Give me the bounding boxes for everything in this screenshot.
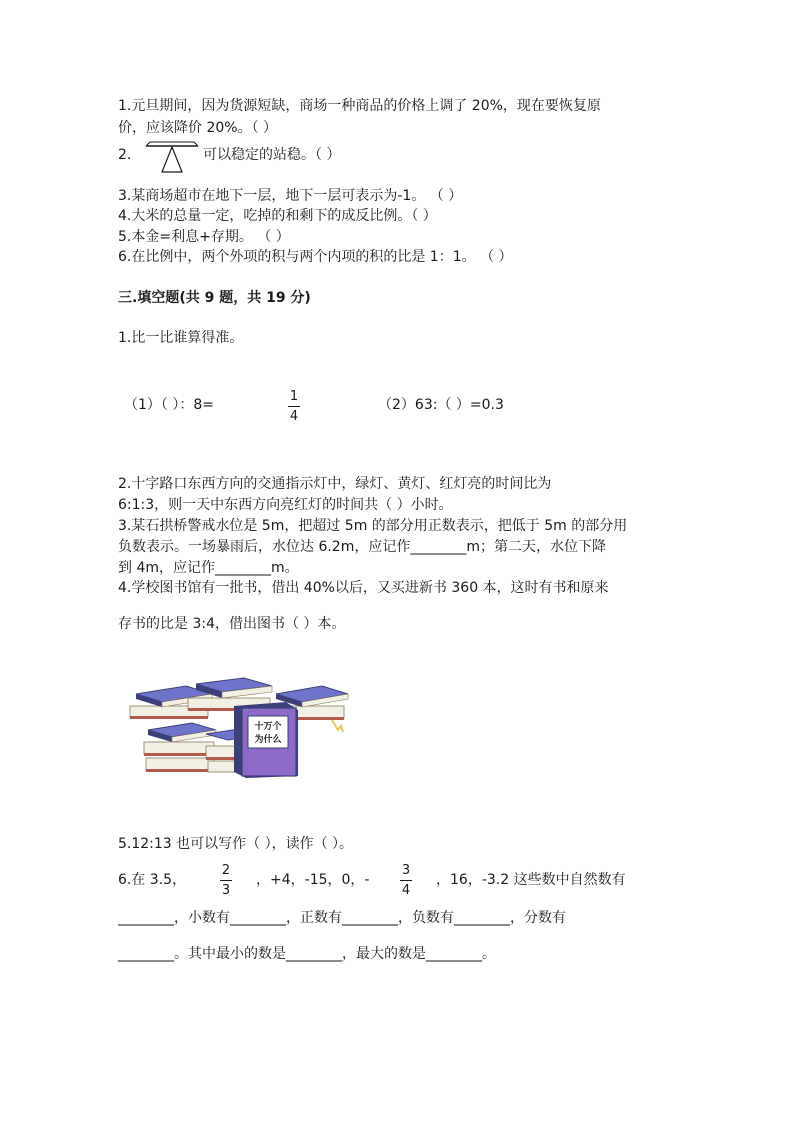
judge-q2-text: 可以稳定的站稳。（ ） [203,147,341,163]
fill-q2-line2: 6:1:3，则一天中东西方向亮红灯的时间共（ ）小时。 [118,497,453,513]
judge-q4: 4.大米的总量一定，吃掉的和剩下的成反比例。（ ） [118,208,437,224]
fill-q1-title: 1.比一比谁算得准。 [118,330,244,346]
judge-q3: 3.某商场超市在地下一层，地下一层可表示为-1。 （ ） [118,188,463,204]
fill-q6-line2: ________，小数有________，正数有________，负数有________，分数有 [118,910,566,926]
judge-q2-number: 2. [118,147,132,163]
book-title-line1: 十万个 [254,722,282,732]
fraction-numerator: 2 [221,863,231,878]
fill-q6-part-b: ，+4，-15，0，- [256,872,370,888]
fraction-denominator: 4 [401,883,411,898]
fill-q3-line3: 到 4m，应记作________m。 [118,560,299,576]
section-heading: 三.填空题(共 9 题，共 19 分) [118,290,311,306]
fraction-denominator: 3 [221,883,231,898]
fill-q4-line2: 存书的比是 3:4，借出图书（ ）本。 [118,616,346,632]
fill-q5: 5.12:13 也可以写作（ ），读作（ ）。 [118,836,354,852]
judge-q5: 5.本金=利息+存期。 （ ） [118,229,290,245]
book-title-line2: 为什么 [254,735,282,745]
fraction-numerator: 3 [401,863,411,878]
judge-q1-line2: 价，应该降价 20%。（ ） [118,120,278,136]
fill-q3-line1: 3.某石拱桥警戒水位是 5m，把超过 5m 的部分用正数表示，把低于 5m 的部分用 [118,518,628,534]
fill-q4-line1: 4.学校图书馆有一批书，借出 40%以后，又买进新书 360 本，这时有书和原来 [118,580,609,596]
fill-q6-part-a: 6.在 3.5， [118,872,187,888]
judge-q6: 6.在比例中，两个外项的积与两个内项的积的比是 1：1。 （ ） [118,249,513,265]
fraction-one-quarter [287,390,301,424]
fraction-denominator: 4 [289,409,299,424]
standing-book [234,702,298,778]
judge-q1-line1: 1.元旦期间，因为货源短缺，商场一种商品的价格上调了 20%，现在要恢复原 [118,98,601,114]
table-figure-icon [144,138,200,176]
fill-q2-line1: 2.十字路口东西方向的交通指示灯中，绿灯、黄灯、红灯亮的时间比为 [118,476,552,492]
fill-q1-part2: （2）63:（ ）=0.3 [378,397,504,413]
fraction-two-thirds [219,864,233,898]
book-stack-front-left [144,723,216,772]
fill-q6-part-c: ，16，-3.2 这些数中自然数有 [436,872,626,888]
fraction-three-quarters [399,864,413,898]
fill-q1-part1: （1）（ ）：8= [124,397,214,413]
fraction-numerator: 1 [289,389,299,404]
books-illustration [126,676,354,780]
fill-q6-line3: ________。其中最小的数是________，最大的数是________。 [118,946,496,962]
fill-q3-line2: 负数表示。一场暴雨后，水位达 6.2m，应记作________m；第二天，水位下降 [118,539,606,555]
